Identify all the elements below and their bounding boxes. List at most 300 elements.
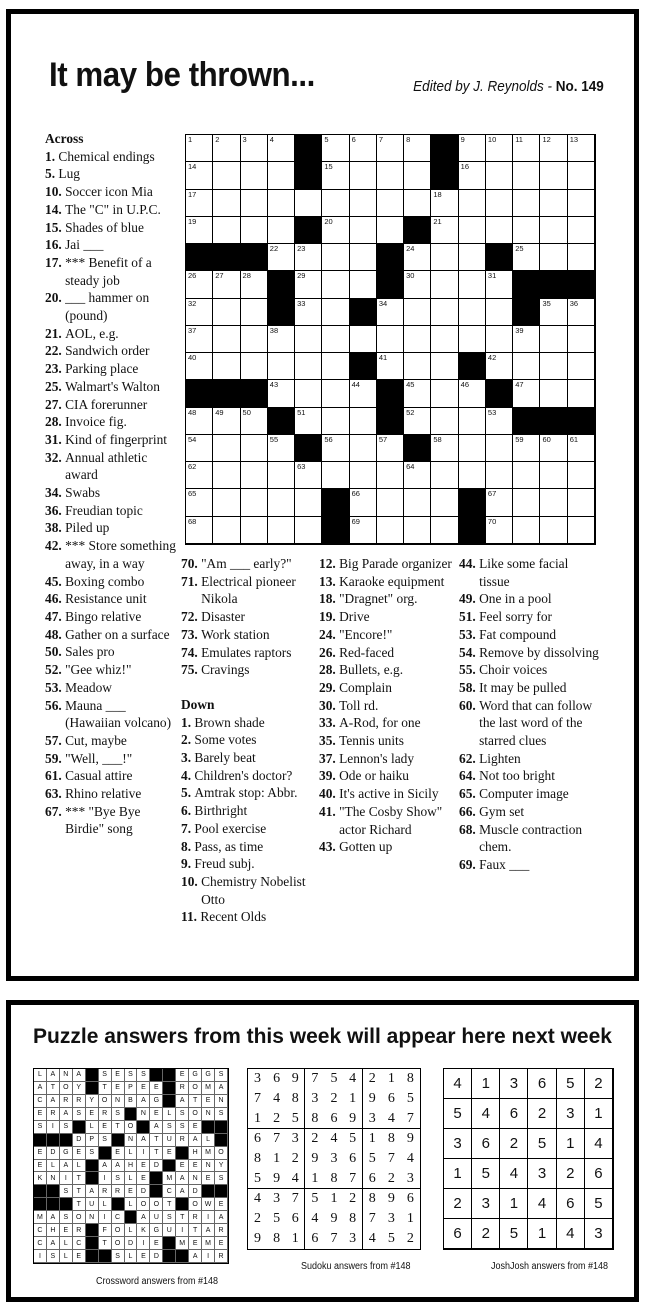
clue-item [181,731,316,749]
grid-cell [295,408,322,435]
grid-cell [186,517,213,544]
grid-cell [513,217,540,244]
clue-text: Electrical pioneer Nikola [201,573,296,607]
answer-black-square [86,1069,99,1082]
clue-text: Mauna ___ (Hawaiian volcano) [65,697,172,731]
answer-black-square [34,1198,47,1211]
answer-black-square [60,1134,73,1147]
grid-cell [404,271,431,298]
joshjosh-digit: 2 [444,1189,472,1219]
answer-black-square [125,1108,138,1121]
sudoku-digit: 4 [330,1131,338,1146]
black-square [322,489,349,516]
cell-number: 10 [487,135,497,144]
grid-cell [322,135,349,162]
grid-cell [322,435,349,462]
grid-cell [486,190,513,217]
clue-text: Bullets, e.g. [339,662,404,678]
answer-letter: S [163,1211,176,1224]
joshjosh-digit: 6 [444,1219,472,1249]
sudoku-digit: 9 [387,1191,395,1206]
answer-letter: E [34,1108,47,1121]
sudoku-digit: 6 [387,1091,395,1106]
sudoku-digit: 5 [286,1109,305,1129]
clue-text: Meadow [65,679,112,695]
clue-text: Work station [201,626,270,642]
answer-letter: R [99,1185,112,1198]
cell-number: 13 [569,135,579,144]
clue-item [181,714,316,732]
answer-letter: I [137,1147,150,1160]
clue-text: AOL, e.g. [65,325,119,341]
grid-cell [431,353,458,380]
answer-letter: R [176,1082,189,1095]
answer-letter: S [60,1121,73,1134]
clue-number: 28. [319,662,340,678]
clue-item [459,697,599,750]
answer-black-square [163,1082,176,1095]
answer-letter: A [86,1185,99,1198]
grid-cell [568,135,595,162]
cell-number: 70 [487,516,497,526]
answer-letter: N [47,1172,60,1185]
clue-text: Walmart's Walton [65,378,160,394]
answer-letter: I [47,1121,60,1134]
clue-text: Pass, as time [194,838,264,854]
clue-number: 50. [45,644,66,660]
grid-cell [241,162,268,189]
answer-letter: C [112,1211,125,1224]
grid-cell [322,462,349,489]
joshjosh-digit: 5 [528,1129,556,1159]
editor-name: Edited by J. Reynolds - [413,78,556,95]
cell-number: 51 [297,407,306,417]
answer-black-square [163,1069,176,1082]
answer-letter: D [189,1185,202,1198]
grid-cell [295,462,322,489]
clue-text: It's active in Sicily [339,786,439,802]
grid-cell [540,326,567,353]
grid-cell [295,299,322,326]
cell-number: 15 [324,162,333,172]
answer-letter: A [34,1082,47,1095]
cell-number: 5 [324,135,329,144]
cell-number: 64 [406,462,415,472]
clue-item [181,767,316,785]
answer-letter: A [99,1160,112,1173]
sudoku-digit: 7 [330,1231,338,1246]
grid-cell [459,380,486,407]
grid-cell [540,489,567,516]
clue-number: 8. [181,838,195,854]
answer-letter: N [215,1095,228,1108]
clue-text: Tennis units [339,733,404,749]
grid-cell [186,435,213,462]
clue-text: Jai ___ [65,237,104,253]
answer-letter: A [47,1095,60,1108]
sudoku-digit: 5 [387,1231,395,1246]
answer-letter: Y [86,1095,99,1108]
cell-number: 19 [188,216,197,226]
sudoku-digit: 6 [363,1169,382,1189]
clue-text: Faux ___ [479,856,530,872]
answer-letter: I [176,1224,189,1237]
clue-item [459,856,599,874]
answer-letter: C [163,1185,176,1198]
grid-cell [213,217,240,244]
grid-cell [404,517,431,544]
grid-cell [350,408,377,435]
answer-letter: M [163,1172,176,1185]
clue-item [45,183,181,201]
answer-letter: G [150,1224,163,1237]
sudoku-digit: 9 [368,1091,376,1106]
grid-cell [295,517,322,544]
answer-letter: N [137,1108,150,1121]
clue-text: Muscle contraction chem. [479,821,583,855]
clue-number: 5. [45,166,59,182]
answer-letter: E [34,1160,47,1173]
sudoku-digit: 1 [406,1211,414,1226]
answer-black-square [47,1134,60,1147]
grid-cell [322,380,349,407]
clue-number: 34. [45,485,66,501]
answer-letter: T [150,1134,163,1147]
sudoku-digit: 6 [324,1109,343,1129]
clue-text: Boxing combo [65,573,145,589]
clue-item [45,165,181,183]
joshjosh-digit: 2 [472,1219,500,1249]
clue-item [45,697,181,732]
answer-letter: S [86,1147,99,1160]
answer-black-square [34,1185,47,1198]
clue-text: Parking place [65,361,139,377]
clue-text: A-Rod, for one [339,715,421,731]
answer-letter: A [176,1172,189,1185]
answer-letter: I [99,1211,112,1224]
sudoku-digit: 4 [254,1191,262,1206]
clue-text: Birthright [194,803,248,819]
sudoku-digit: 4 [368,1231,376,1246]
clue-number: 16. [45,237,66,253]
clue-number: 33. [319,715,340,731]
cell-number: 24 [406,244,415,254]
grid-cell [513,326,540,353]
answer-letter: G [202,1069,215,1082]
black-square [513,299,540,326]
answer-letter: N [125,1134,138,1147]
answer-letter: I [137,1237,150,1250]
cell-number: 57 [378,434,388,444]
grid-cell [350,271,377,298]
clue-text: It may be pulled [479,679,567,695]
grid-cell [241,326,268,353]
answer-letter: E [176,1160,189,1173]
black-square [459,353,486,380]
grid-cell [295,271,322,298]
grid-cell [459,408,486,435]
clue-item [45,360,181,378]
grid-cell [404,380,431,407]
clue-item [45,201,181,219]
cell-number: 28 [242,271,251,281]
cell-number: 12 [542,135,551,144]
clue-number: 56. [45,697,66,713]
grid-cell [322,271,349,298]
clue-number: 28. [45,414,66,430]
clue-number: 48. [45,626,66,642]
grid-cell [350,244,377,271]
clue-item [459,644,599,662]
cell-number: 37 [188,325,197,335]
grid-cell [241,462,268,489]
clue-item [319,626,457,644]
black-square [186,380,213,407]
cell-number: 47 [515,380,524,390]
grid-cell [540,190,567,217]
answer-letter: G [189,1069,202,1082]
clue-text: Toll rd. [339,697,379,713]
answer-letter: L [202,1134,215,1147]
clue-text: Computer image [479,786,569,802]
grid-cell [568,489,595,516]
clue-number: 55. [459,662,480,678]
answer-black-square [47,1198,60,1211]
answer-black-square [86,1237,99,1250]
clue-number: 4. [181,767,195,783]
clue-number: 17. [45,254,66,270]
across-heading: Across [45,131,84,146]
clue-text: Sales pro [65,644,115,660]
grid-cell [486,299,513,326]
clue-text: Cut, maybe [65,732,127,748]
clue-text: Piled up [65,520,110,536]
grid-cell [486,435,513,462]
sudoku-digit: 2 [311,1131,319,1146]
grid-cell [241,135,268,162]
answer-letter: E [99,1121,112,1134]
joshjosh-digit: 6 [585,1159,613,1189]
grid-cell [322,217,349,244]
answer-black-square [176,1250,189,1263]
grid-cell [295,380,322,407]
joshjosh-digit: 4 [472,1099,500,1129]
answer-letter: S [60,1185,73,1198]
grid-cell [268,244,295,271]
cell-number: 55 [269,434,279,444]
clue-item [181,749,316,767]
sudoku-digit: 8 [344,1209,363,1229]
clue-text: Ode or haiku [339,768,410,784]
sudoku-digit: 2 [406,1231,414,1246]
grid-cell [322,244,349,271]
grid-cell [513,162,540,189]
answer-letter: O [215,1147,228,1160]
answer-letter: S [99,1134,112,1147]
clue-number: 38. [45,520,66,536]
answer-letter: A [47,1237,60,1250]
clue-text: Disaster [201,609,245,625]
joshjosh-digit: 6 [528,1069,556,1099]
cell-number: 46 [460,380,469,390]
clue-number: 73. [181,626,202,642]
sudoku-digit: 3 [401,1169,420,1189]
answer-letter: I [60,1172,73,1185]
answer-letter: L [125,1147,138,1160]
grid-cell [486,271,513,298]
clue-number: 21. [45,325,66,341]
cell-number: 21 [433,216,442,226]
answer-black-square [163,1160,176,1173]
sudoku-digit: 7 [254,1091,262,1106]
clue-number: 46. [45,591,66,607]
grid-cell [404,244,431,271]
answer-letter: A [150,1121,163,1134]
clue-item [319,608,457,626]
clue-text: Choir voices [479,662,548,678]
sudoku-digit: 9 [406,1131,414,1146]
answer-letter: N [202,1160,215,1173]
clue-item [45,661,181,679]
grid-cell [486,162,513,189]
grid-cell [568,517,595,544]
grid-cell [513,435,540,462]
clue-text: Red-faced [339,644,395,660]
clue-item [319,555,457,573]
sudoku-answers-caption: Sudoku answers from #148 [301,1261,411,1272]
clue-number: 23. [45,361,66,377]
answer-letter: D [73,1134,86,1147]
cell-number: 3 [242,135,247,144]
cell-number: 9 [460,135,465,144]
clue-item [45,750,181,768]
answer-black-square [150,1185,163,1198]
answer-letter: E [189,1121,202,1134]
grid-cell [431,217,458,244]
grid-cell [377,326,404,353]
clue-item [181,820,316,838]
answer-letter: R [73,1224,86,1237]
grid-cell [486,408,513,435]
black-square [377,244,404,271]
grid-cell [404,489,431,516]
joshjosh-digit: 2 [500,1129,528,1159]
sudoku-digit: 2 [267,1109,286,1129]
clue-number: 31. [45,431,66,447]
cell-number: 4 [269,135,274,144]
answers-banner: Puzzle answers from this week will appear here next week [33,1025,612,1048]
grid-cell [377,517,404,544]
clue-number: 37. [319,750,340,766]
grid-cell [213,326,240,353]
answer-black-square [163,1237,176,1250]
grid-cell [295,489,322,516]
cell-number: 36 [569,298,579,308]
cell-number: 40 [188,353,197,363]
answer-letter: S [112,1108,125,1121]
sudoku-digit: 5 [330,1071,338,1086]
answer-letter: A [189,1134,202,1147]
cell-number: 7 [378,135,384,144]
cell-number: 48 [188,407,197,417]
clue-number: 6. [181,803,195,819]
grid-cell [540,517,567,544]
grid-cell [241,271,268,298]
grid-cell [377,462,404,489]
sudoku-digit: 7 [368,1211,376,1226]
sudoku-digit: 1 [387,1071,395,1086]
sudoku-digit: 4 [273,1091,281,1106]
clue-text: Drive [339,609,370,625]
clue-item [181,838,316,856]
down-clues-column-3 [319,555,457,856]
clue-item [319,590,457,608]
black-square [459,489,486,516]
answer-letter: E [189,1160,202,1173]
grid-cell [268,135,295,162]
answer-letter: T [73,1198,86,1211]
grid-cell [268,489,295,516]
grid-cell [459,435,486,462]
answer-letter: T [47,1082,60,1095]
joshjosh-digit: 4 [557,1219,585,1249]
cell-number: 18 [433,189,442,199]
answer-letter: R [189,1211,202,1224]
clue-item [459,803,599,821]
clue-item [45,289,181,324]
joshjosh-digit: 1 [500,1189,528,1219]
grid-cell [268,462,295,489]
clue-item [45,590,181,608]
clue-number: 5. [181,785,195,801]
black-square [459,517,486,544]
answer-letter: L [60,1250,73,1263]
clue-text: Soccer icon Mia [65,184,153,200]
joshjosh-digit: 3 [500,1069,528,1099]
sudoku-digit: 5 [248,1169,267,1189]
answer-letter: K [34,1172,47,1185]
clue-item [45,626,181,644]
answer-black-square [86,1172,99,1185]
grid-cell [540,299,567,326]
joshjosh-digit: 6 [472,1129,500,1159]
answer-letter: S [215,1172,228,1185]
grid-cell [350,326,377,353]
grid-cell [431,462,458,489]
answer-black-square [150,1069,163,1082]
clue-number: 1. [45,148,59,164]
answer-letter: P [86,1134,99,1147]
grid-cell [513,244,540,271]
answer-letter: B [125,1095,138,1108]
answer-letter: E [137,1250,150,1263]
answer-letter: A [47,1069,60,1082]
grid-cell [186,353,213,380]
clue-item [45,679,181,697]
grid-cell [186,408,213,435]
answer-letter: S [34,1121,47,1134]
answer-letter: M [176,1237,189,1250]
grid-cell [568,435,595,462]
answer-black-square [86,1250,99,1263]
grid-cell [540,353,567,380]
clue-item [459,750,599,768]
clue-text: Amtrak stop: Abbr. [194,785,298,801]
black-square [540,408,567,435]
grid-cell [459,217,486,244]
clue-number: 32. [45,449,66,465]
clue-number: 24. [319,626,340,642]
